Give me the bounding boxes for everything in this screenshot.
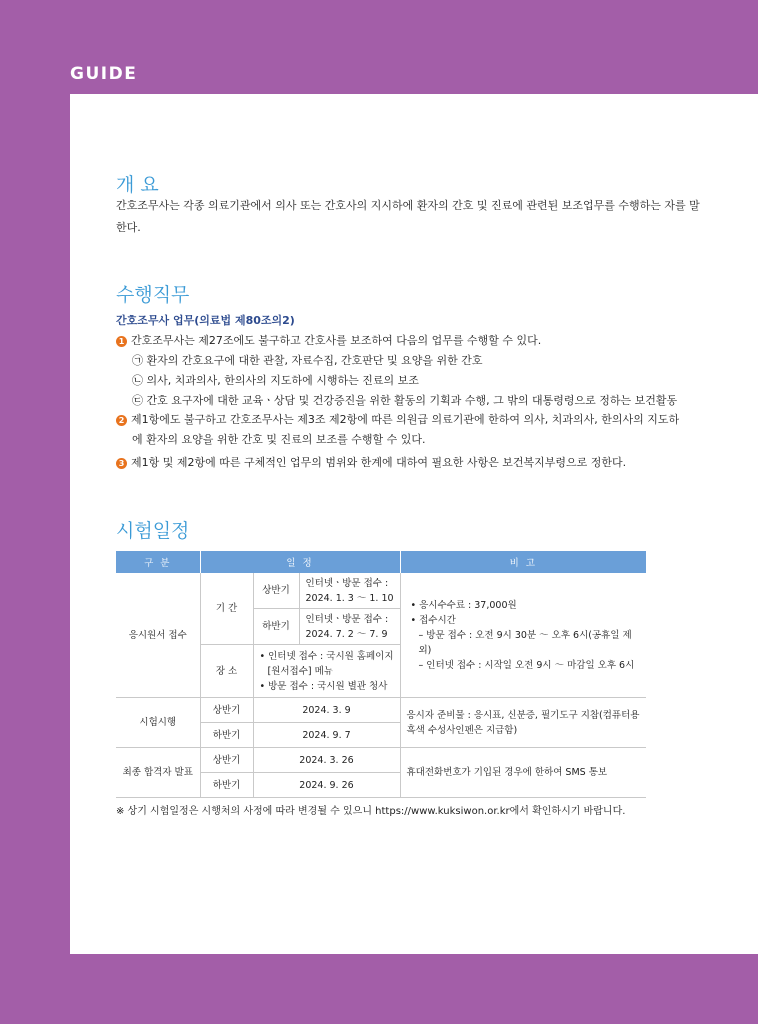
result-remark: 휴대전화번호가 기입된 경우에 한하여 SMS 통보	[400, 748, 646, 798]
place-line: [원서접수] 메뉴	[267, 665, 333, 677]
table-row	[116, 573, 646, 609]
duty-subitem-b: ㉡ 의사, 치과의사, 한의사의 지도하에 시행하는 진료의 보조	[132, 374, 419, 387]
place-value	[253, 645, 400, 698]
remark-line: 흑색 수성사인펜은 지급함)	[406, 724, 518, 736]
result-first-date: 2024. 3. 26	[253, 748, 400, 773]
result-label: 최종 합격자 발표	[116, 748, 200, 798]
table-row	[116, 748, 646, 773]
duty-text: 제1항에도 불구하고 간호조무사는 제3조 제2항에 따른 의원급 의료기관에 한하여 의사, 치과의사, 한의사의 지도하	[131, 413, 680, 426]
duty-item-3	[116, 452, 626, 474]
header-date: 일 정	[200, 551, 400, 573]
number-badge: 2	[116, 415, 127, 426]
application-label: 응시원서 접수	[116, 573, 200, 698]
duties-title: 수행직무	[116, 284, 190, 306]
remark-line: – 방문 접수 : 오전 9시 30분 ～ 오후 6시(공휴일 제외)	[418, 629, 632, 656]
number-badge: 3	[116, 458, 127, 469]
duty-subitem-c: ㉢ 간호 요구자에 대한 교육ㆍ상담 및 건강증진을 위한 활동의 기획과 수행, 그 밖의 대통령령으로 정하는 보건활동	[132, 394, 678, 407]
table-row	[116, 698, 646, 723]
exam-first-half: 상반기	[200, 698, 253, 723]
header-category: 구 분	[116, 551, 200, 573]
number-badge: 1	[116, 336, 127, 347]
exam-label: 시험시행	[116, 698, 200, 748]
duty-item-2-cont: 에 환자의 요양을 위한 간호 및 진료의 보조를 수행할 수 있다.	[132, 433, 426, 446]
duty-item-2	[116, 409, 679, 431]
place-label: 장 소	[200, 645, 253, 698]
place-line: • 인터넷 접수 : 국시원 홈페이지	[259, 650, 394, 662]
duty-text: 제1항 및 제2항에 따른 구체적인 업무의 범위와 한계에 대하여 필요한 사항은 보건복지부령으로 정한다.	[131, 456, 627, 469]
application-remark	[400, 573, 646, 698]
table-header-row	[116, 551, 646, 573]
overview-title: 개 요	[116, 174, 159, 196]
result-second-date: 2024. 9. 26	[253, 773, 400, 798]
header-remark: 비 고	[400, 551, 646, 573]
first-half-label: 상반기	[253, 573, 299, 609]
remark-line: – 인터넷 접수 : 시작일 오전 9시 ～ 마감일 오후 6시	[418, 659, 635, 671]
second-half-label: 하반기	[253, 609, 299, 645]
period-label: 기 간	[200, 573, 253, 645]
exam-first-date: 2024. 3. 9	[253, 698, 400, 723]
schedule-note: ※ 상기 시험일정은 시행처의 사정에 따라 변경될 수 있으니 https://www.kuksiwon.or.kr에서 확인하시기 바랍니다.	[116, 806, 626, 817]
duties-subtitle: 간호조무사 업무(의료법 제80조의2)	[116, 314, 295, 327]
exam-second-date: 2024. 9. 7	[253, 723, 400, 748]
duty-subitem-a: ㉠ 환자의 간호요구에 대한 관찰, 자료수집, 간호판단 및 요양을 위한 간호	[132, 354, 483, 367]
exam-second-half: 하반기	[200, 723, 253, 748]
second-half-period	[299, 609, 400, 645]
period-text: 인터넷ㆍ방문 접수 :	[305, 613, 389, 625]
overview-text: 간호조무사는 각종 의료기관에서 의사 또는 간호사의 지시하에 환자의 간호 및 진료에 관련된 보조업무를 수행하는 자를 말한다.	[116, 199, 700, 234]
period-text: 인터넷ㆍ방문 접수 :	[305, 577, 389, 589]
duty-item-1	[116, 330, 541, 352]
guide-label: GUIDE	[70, 64, 138, 84]
first-half-period	[299, 573, 400, 609]
exam-remark	[400, 698, 646, 748]
remark-line: • 응시수수료 : 37,000원	[410, 599, 517, 611]
period-date: 2024. 7. 2 ～ 7. 9	[305, 628, 388, 640]
remark-line: • 접수시간	[410, 614, 456, 626]
remark-line: 응시자 준비물 : 응시표, 신분증, 필기도구 지참(컴퓨터용	[406, 709, 640, 721]
result-first-half: 상반기	[200, 748, 253, 773]
place-line: • 방문 접수 : 국시원 별관 청사	[259, 680, 388, 692]
content-page	[70, 94, 758, 954]
schedule-table	[116, 551, 646, 798]
schedule-title: 시험일정	[116, 520, 190, 542]
duty-text: 간호조무사는 제27조에도 불구하고 간호사를 보조하여 다음의 업무를 수행할 수 있다.	[131, 334, 542, 347]
period-date: 2024. 1. 3 ～ 1. 10	[305, 592, 394, 604]
result-second-half: 하반기	[200, 773, 253, 798]
